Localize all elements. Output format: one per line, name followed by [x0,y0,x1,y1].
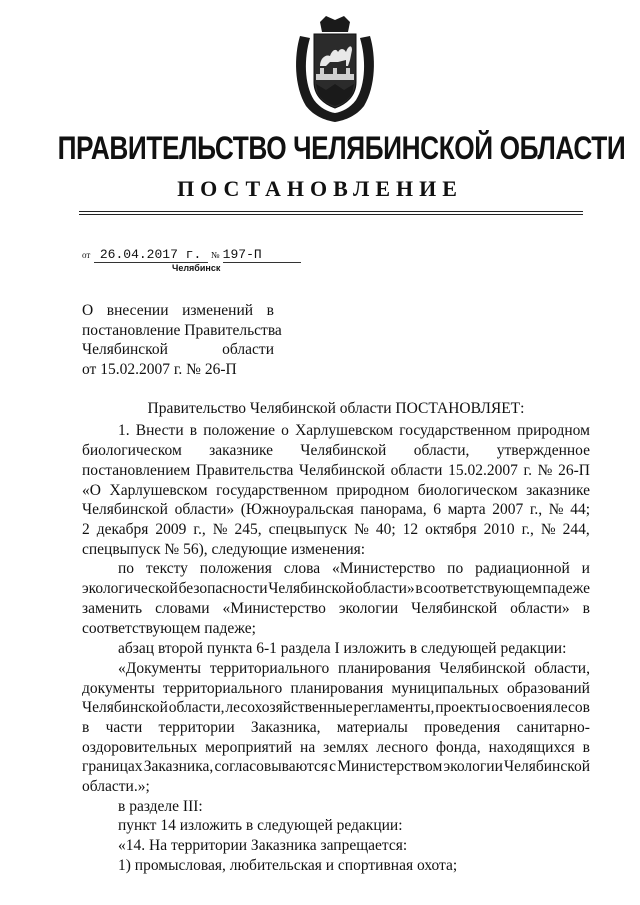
body-word: фонда, [435,739,481,756]
body-word: Заказника, [250,719,321,736]
body-line [82,719,590,737]
body-word: находящихся [488,739,575,756]
body-word: по [447,560,464,577]
body-line [118,640,590,658]
body-line [82,699,590,717]
subject-line [82,340,274,360]
body-line [82,739,590,757]
body-word: Харлушевском [295,422,394,439]
body-word: на [300,739,316,756]
body-word: области, [413,442,470,459]
body-line [118,798,590,816]
body-word: экологии [443,758,503,775]
header-divider-second [79,214,583,215]
body-line-text: 1) промысловая, любительская и спортивная охота; [118,857,458,874]
body-word: № [354,521,369,538]
body-line-text: «14. На территории Заказника запрещается: [118,837,408,854]
body-word: природном [517,422,590,439]
body-line [82,778,590,796]
document-number: 197-П [223,247,301,263]
body-word: Челябинской [268,580,355,597]
body-word: планирования [290,680,384,697]
body-word: 26-П [558,462,590,479]
body-word: природном [336,482,410,499]
body-word: материалы [336,719,408,736]
body-word: области, [534,660,590,677]
body-word: санитарно- [516,719,590,736]
body-word: падеже [542,580,590,597]
body-word: марта [447,501,486,518]
body-word: планирования [338,660,431,677]
issuing-city: Челябинск [172,263,221,273]
body-word: биологическом [417,482,518,499]
body-word: радиационной [475,560,570,577]
body-word: г., [193,521,206,538]
body-word: 44; [570,501,590,518]
body-word: образований [507,680,590,697]
body-word: и [581,560,590,577]
body-word: 2 [82,521,90,538]
body-word: г., [521,521,534,538]
body-word: «Документы [118,660,202,677]
body-word: о [281,422,289,439]
body-word: лесохозяйственные [225,699,353,716]
body-word: согласовываются [214,758,328,775]
subject-word: в [266,302,274,319]
body-word: Челябинской [82,699,168,716]
body-word: утвержденное [496,442,590,459]
body-word: Челябинской [439,660,526,677]
body-word: заказнике [209,442,274,459]
body-word: соответствующем [423,580,542,597]
body-word: положение [203,422,276,439]
body-word: «Министерство [222,600,326,617]
body-word: области» [355,580,415,597]
body-word: 2009 [155,521,187,538]
body-word: тексту [145,560,188,577]
body-word: биологическом [82,442,182,459]
document-type-title: ПОСТАНОВЛЕНИЕ [177,176,463,201]
body-word: с [329,758,337,775]
body-word: слова [283,560,321,577]
body-line-text: в разделе III: [118,798,203,815]
body-word: Челябинской [82,501,168,518]
body-line-text: пункт 14 изложить в следующей редакции: [118,817,403,834]
body-line-text: спецвыпуск № 56), следующие изменения: [82,541,366,558]
body-word: октября [425,521,477,538]
subject-word: области [222,341,274,358]
body-word: Правительства [195,462,294,479]
subject-word: постановление Правительства [82,321,282,339]
body-word: безопасности [178,580,268,597]
body-word: Челябинской [299,462,386,479]
body-word: 1. [118,422,130,439]
body-word: государственном [399,422,511,439]
body-word: № [537,462,553,479]
body-line [118,660,590,678]
body-line [82,600,590,618]
subject-word: изменений [182,302,254,319]
body-word: (Южноуральская [240,501,354,518]
body-word: государственном [216,482,328,499]
date-prefix-label: от [82,250,91,260]
body-word: землях [323,739,369,756]
body-line [118,817,590,835]
body-line [82,442,590,460]
document-date: 26.04.2017 г. [94,247,208,263]
body-word: части [105,719,143,736]
body-word: области» [174,501,235,518]
body-word: г. [523,462,532,479]
body-word: спецвыпуск [268,521,348,538]
body-word: Министерством [337,758,443,775]
body-word: муниципальных [391,680,499,697]
body-word: 244, [562,521,590,538]
body-word: № [212,521,228,538]
body-line [118,837,590,855]
body-word: Челябинской [504,758,590,775]
body-word: заказнике [526,482,590,499]
body-line [118,422,590,440]
subject-word: от 15.02.2007 г. № 26-П [82,360,237,378]
body-line [82,462,590,480]
body-word: документы [82,680,155,697]
body-line [82,541,590,559]
body-word: Челябинской [411,600,498,617]
body-word: 245, [234,521,262,538]
body-line [118,560,590,578]
body-line [82,400,590,418]
body-line [82,482,590,500]
body-word: г., [529,501,543,518]
body-line [82,501,590,519]
body-word: декабря [96,521,149,538]
body-word: проведения [424,719,501,736]
body-line-text: области.»; [82,778,150,795]
body-word: панорама, [360,501,427,518]
body-word: лесов [553,699,590,716]
body-line [118,857,590,875]
body-word: словами [155,600,210,617]
body-word: «О [82,482,101,499]
body-word: 2007 [492,501,524,518]
government-title: ПРАВИТЕЛЬСТВО ЧЕЛЯБИНСКОЙ ОБЛАСТИ [57,130,626,166]
body-line-text: соответствующем падеже; [82,620,256,637]
body-word: постановлением [82,462,191,479]
body-word: мероприятий [205,739,293,756]
body-word: 12 [402,521,419,538]
body-word: Заказника, [143,758,214,775]
body-word: «Министерство [331,560,436,577]
body-word: положения [199,560,272,577]
body-word: лесного [376,739,429,756]
body-word: Харлушевском [109,482,208,499]
body-word: № [540,521,556,538]
body-word: границах [82,758,143,775]
body-word: в [189,422,198,439]
subject-line [82,301,274,321]
body-word: Внести [135,422,184,439]
subject-line [82,321,282,341]
body-word: № [548,501,564,518]
body-word: оздоровительных [82,739,198,756]
body-word: экологической [82,580,178,597]
subject-word: внесении [106,302,169,319]
body-line [82,620,590,638]
body-word: территориального [162,680,283,697]
body-word: в [415,580,423,597]
body-word: 40; [375,521,396,538]
body-word: освоения [491,699,553,716]
body-line [82,680,590,698]
subject-word: Челябинской [82,341,168,358]
body-word: территории [158,719,235,736]
body-line-text: абзац второй пункта 6-1 раздела I изложить в следующей редакции: [118,640,567,657]
body-line [82,758,590,776]
chelyabinsk-coat-of-arms-icon [290,16,380,124]
header-divider [79,211,583,212]
subject-line [82,360,274,380]
body-word: области» [510,600,570,617]
body-word: области, [168,699,225,716]
body-word: регламенты, [353,699,435,716]
body-word: в [582,739,590,756]
body-word: экологии [338,600,399,617]
body-line [82,580,590,598]
body-word: в [582,600,590,617]
body-word: 6 [433,501,441,518]
body-line [82,521,590,539]
body-word: области [390,462,443,479]
body-word: территориального [209,660,330,677]
body-word: 15.02.2007 [448,462,518,479]
body-word: 2010 [483,521,515,538]
subject-word: О [82,302,94,319]
body-word: Челябинской [300,442,387,459]
document-subject [82,301,282,379]
body-word: по [118,560,135,577]
number-prefix-label: № [210,250,220,260]
body-line-text: Правительство Челябинской области ПОСТАНОВЛЯЕТ: [147,400,525,417]
body-word: заменить [82,600,143,617]
body-word: проекты [435,699,491,716]
body-word: в [82,719,90,736]
